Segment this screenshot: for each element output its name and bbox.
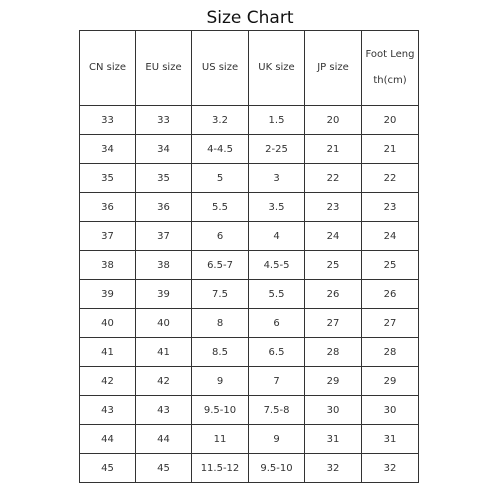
cell-cn-size: 36 <box>80 193 136 222</box>
table-row <box>80 135 419 164</box>
table-row <box>80 106 419 135</box>
cell-jp-size: 29 <box>305 367 362 396</box>
cell-us-size: 6 <box>192 222 249 251</box>
cell-uk-size: 2-25 <box>249 135 305 164</box>
cell-jp-size: 20 <box>305 106 362 135</box>
cell-cn-size: 34 <box>80 135 136 164</box>
cell-uk-size: 9 <box>249 425 305 454</box>
header-jp-size: JP size <box>305 31 362 106</box>
table-row <box>80 164 419 193</box>
cell-jp-size: 31 <box>305 425 362 454</box>
cell-us-size: 5.5 <box>192 193 249 222</box>
cell-eu-size: 35 <box>136 164 192 193</box>
cell-uk-size: 7.5-8 <box>249 396 305 425</box>
cell-eu-size: 39 <box>136 280 192 309</box>
table-row <box>80 222 419 251</box>
cell-foot-length: 24 <box>362 222 419 251</box>
table-row <box>80 309 419 338</box>
cell-foot-length: 21 <box>362 135 419 164</box>
cell-cn-size: 45 <box>80 454 136 483</box>
cell-us-size: 7.5 <box>192 280 249 309</box>
cell-foot-length: 22 <box>362 164 419 193</box>
cell-eu-size: 33 <box>136 106 192 135</box>
header-cn-size: CN size <box>80 31 136 106</box>
cell-jp-size: 30 <box>305 396 362 425</box>
size-chart-table <box>79 30 419 483</box>
table-row <box>80 425 419 454</box>
cell-us-size: 6.5-7 <box>192 251 249 280</box>
cell-foot-length: 26 <box>362 280 419 309</box>
cell-cn-size: 40 <box>80 309 136 338</box>
table-row <box>80 367 419 396</box>
cell-cn-size: 33 <box>80 106 136 135</box>
cell-cn-size: 37 <box>80 222 136 251</box>
page-title: Size Chart <box>206 8 294 28</box>
cell-uk-size: 3 <box>249 164 305 193</box>
cell-us-size: 11.5-12 <box>192 454 249 483</box>
cell-jp-size: 24 <box>305 222 362 251</box>
table-header-row <box>80 31 419 106</box>
cell-uk-size: 7 <box>249 367 305 396</box>
cell-cn-size: 35 <box>80 164 136 193</box>
table-row <box>80 251 419 280</box>
cell-cn-size: 41 <box>80 338 136 367</box>
cell-jp-size: 22 <box>305 164 362 193</box>
cell-eu-size: 44 <box>136 425 192 454</box>
cell-cn-size: 38 <box>80 251 136 280</box>
cell-eu-size: 45 <box>136 454 192 483</box>
cell-eu-size: 37 <box>136 222 192 251</box>
cell-eu-size: 41 <box>136 338 192 367</box>
cell-foot-length: 20 <box>362 106 419 135</box>
cell-foot-length: 31 <box>362 425 419 454</box>
cell-eu-size: 42 <box>136 367 192 396</box>
cell-us-size: 9 <box>192 367 249 396</box>
header-us-size: US size <box>192 31 249 106</box>
cell-jp-size: 27 <box>305 309 362 338</box>
header-foot-length <box>362 31 419 106</box>
cell-foot-length: 29 <box>362 367 419 396</box>
cell-uk-size: 3.5 <box>249 193 305 222</box>
cell-uk-size: 1.5 <box>249 106 305 135</box>
cell-eu-size: 43 <box>136 396 192 425</box>
cell-uk-size: 4.5-5 <box>249 251 305 280</box>
cell-foot-length: 32 <box>362 454 419 483</box>
cell-cn-size: 44 <box>80 425 136 454</box>
cell-us-size: 4-4.5 <box>192 135 249 164</box>
cell-foot-length: 25 <box>362 251 419 280</box>
cell-jp-size: 25 <box>305 251 362 280</box>
cell-foot-length: 30 <box>362 396 419 425</box>
table-row <box>80 280 419 309</box>
cell-foot-length: 23 <box>362 193 419 222</box>
cell-uk-size: 4 <box>249 222 305 251</box>
cell-uk-size: 6.5 <box>249 338 305 367</box>
cell-uk-size: 6 <box>249 309 305 338</box>
table-body <box>80 106 419 483</box>
cell-uk-size: 5.5 <box>249 280 305 309</box>
cell-us-size: 8.5 <box>192 338 249 367</box>
cell-eu-size: 38 <box>136 251 192 280</box>
cell-us-size: 9.5-10 <box>192 396 249 425</box>
header-uk-size: UK size <box>249 31 305 106</box>
cell-us-size: 3.2 <box>192 106 249 135</box>
cell-us-size: 8 <box>192 309 249 338</box>
cell-cn-size: 43 <box>80 396 136 425</box>
table-row <box>80 338 419 367</box>
cell-foot-length: 28 <box>362 338 419 367</box>
cell-jp-size: 28 <box>305 338 362 367</box>
cell-jp-size: 23 <box>305 193 362 222</box>
cell-jp-size: 21 <box>305 135 362 164</box>
cell-cn-size: 39 <box>80 280 136 309</box>
cell-foot-length: 27 <box>362 309 419 338</box>
table-row <box>80 454 419 483</box>
cell-jp-size: 26 <box>305 280 362 309</box>
cell-uk-size: 9.5-10 <box>249 454 305 483</box>
table-row <box>80 193 419 222</box>
cell-eu-size: 36 <box>136 193 192 222</box>
cell-cn-size: 42 <box>80 367 136 396</box>
cell-us-size: 11 <box>192 425 249 454</box>
cell-us-size: 5 <box>192 164 249 193</box>
cell-eu-size: 34 <box>136 135 192 164</box>
cell-eu-size: 40 <box>136 309 192 338</box>
cell-jp-size: 32 <box>305 454 362 483</box>
table-row <box>80 396 419 425</box>
header-eu-size: EU size <box>136 31 192 106</box>
header-foot-length-label: Foot Length(cm) <box>365 49 415 86</box>
